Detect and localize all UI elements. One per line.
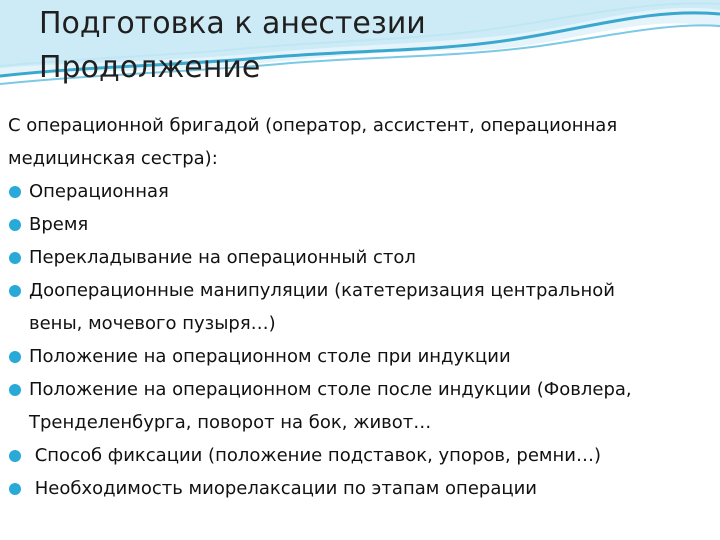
list-item-text: Положение на операционном столе при индукции bbox=[29, 346, 511, 367]
bullet-list bbox=[8, 175, 713, 505]
bullet-dot-icon bbox=[9, 219, 21, 231]
bullet-dot-icon bbox=[9, 285, 21, 297]
list-item bbox=[8, 274, 713, 340]
list-item-text: Необходимость миорелаксации по этапам операции bbox=[29, 478, 538, 499]
bullet-dot-icon bbox=[9, 483, 21, 495]
list-item bbox=[8, 241, 713, 274]
list-item bbox=[8, 373, 713, 439]
list-item-text: Перекладывание на операционный стол bbox=[29, 247, 416, 268]
bullet-dot-icon bbox=[9, 384, 21, 396]
slide-title-line: Продолжение bbox=[39, 50, 261, 85]
list-item-text: Положение на операционном столе после индукции (Фовлера, bbox=[29, 379, 632, 400]
intro-line: С операционной бригадой (оператор, ассистент, операционная bbox=[8, 115, 618, 136]
intro-paragraph bbox=[8, 109, 713, 175]
slide-body bbox=[8, 109, 713, 505]
list-item-text: Операционная bbox=[29, 181, 169, 202]
list-item bbox=[8, 472, 713, 505]
bullet-dot-icon bbox=[9, 450, 21, 462]
bullet-dot-icon bbox=[9, 351, 21, 363]
slide-title bbox=[39, 2, 426, 90]
list-item-text: Способ фиксации (положение подставок, упоров, ремни…) bbox=[29, 445, 602, 466]
list-item bbox=[8, 175, 713, 208]
list-item bbox=[8, 340, 713, 373]
slide-title-line: Подготовка к анестезии bbox=[39, 6, 426, 41]
list-item-text: Время bbox=[29, 214, 89, 235]
list-item-text: вены, мочевого пузыря…) bbox=[29, 313, 276, 334]
list-item bbox=[8, 208, 713, 241]
intro-line: медицинская сестра): bbox=[8, 148, 218, 169]
bullet-dot-icon bbox=[9, 252, 21, 264]
list-item-text: Тренделенбурга, поворот на бок, живот… bbox=[29, 412, 432, 433]
list-item bbox=[8, 439, 713, 472]
list-item-text: Дооперационные манипуляции (катетеризация центральной bbox=[29, 280, 615, 301]
bullet-dot-icon bbox=[9, 186, 21, 198]
